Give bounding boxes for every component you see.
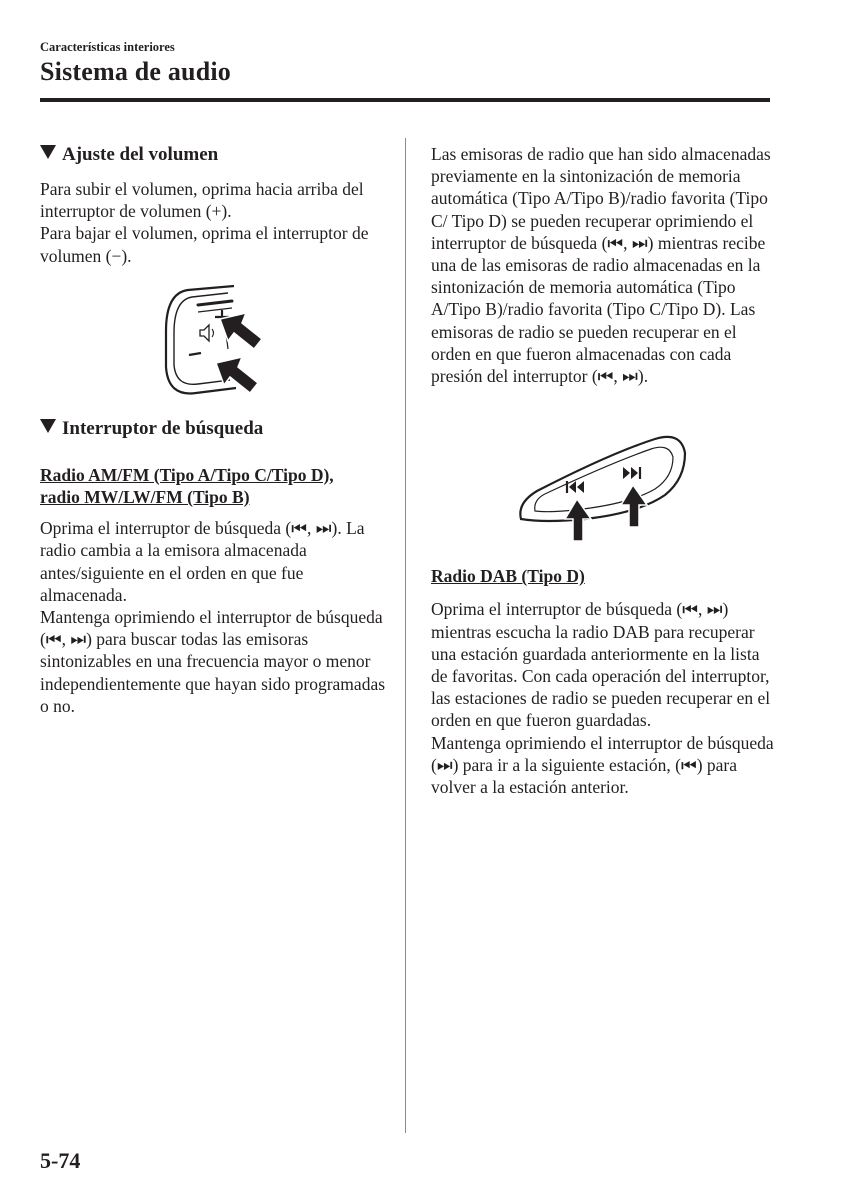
volume-switch-illustration: [162, 283, 292, 401]
stations-paragraph: Las emisoras de radio que han sido almacenadas previamente en la sintonización de memoria automática (Tipo A/Tipo B)/radio favorita (Tipo C/ Tipo D) se pueden recuperar oprimiendo el interruptor de búsqueda (⏮, ⏭) mientras recibe una de las emisoras de radio almacenadas en la sintonización de memoria automática (Tipo A/Tipo B)/radio favorita (Tipo C/Tipo D). Las emisoras de radio se pueden recuperar en el orden en que fueron almacenadas con cada presión del interruptor (⏮, ⏭).: [431, 144, 771, 387]
speaker-icon: [200, 325, 214, 341]
dab-paragraph-1: Oprima el interruptor de búsqueda (⏮, ⏭) mientras escucha la radio DAB para recuperar una estación guardada anteriormente en la lista de favoritas. Con cada operación del interruptor, las estaciones de radio se pueden recuperar en el orden en que fueron guardadas.: [431, 599, 771, 731]
page-title: Sistema de audio: [40, 57, 232, 86]
left-column: [40, 143, 390, 717]
page-number: 5-74: [40, 1148, 81, 1173]
dab-subheading: Radio DAB (Tipo D): [431, 566, 585, 587]
triangle-bullet-icon: [40, 145, 56, 159]
triangle-bullet-icon: [40, 419, 56, 433]
volume-heading-text: Ajuste del volumen: [62, 144, 219, 165]
minus-icon: [189, 353, 201, 355]
column-divider: [405, 138, 406, 1133]
radio-subheading-line2: radio MW/LW/FM (Tipo B): [40, 487, 250, 508]
volume-paragraph-down: Para bajar el volumen, oprima el interruptor de volumen (−).: [40, 223, 369, 266]
seek-forward-icon: [623, 467, 640, 479]
radio-paragraph-1: Oprima el interruptor de búsqueda (⏮, ⏭). La radio cambia a la emisora almacenada antes/siguiente en el orden en que fue almacenada.: [40, 518, 365, 605]
right-column: [431, 143, 776, 798]
press-arrow-icon: [216, 357, 258, 393]
press-arrow-icon: [220, 313, 262, 349]
dab-paragraph-2: Mantenga oprimiendo el interruptor de búsqueda (⏭) para ir a la siguiente estación, (⏮) para volver a la estación anterior.: [431, 732, 774, 798]
search-heading-text: Interruptor de búsqueda: [62, 417, 264, 439]
header-rule: [40, 98, 770, 102]
seek-switch-illustration: [515, 423, 705, 551]
volume-heading: [40, 143, 390, 167]
radio-paragraph-2: Mantenga oprimiendo el interruptor de búsqueda (⏮, ⏭) para buscar todas las emisoras sintonizables en una frecuencia mayor o menor independientemente que hayan sido programadas o no.: [40, 607, 386, 716]
section-label: Características interiores: [40, 40, 175, 54]
volume-paragraph-up: Para subir el volumen, oprima hacia arriba del interruptor de volumen (+).: [40, 179, 364, 222]
radio-subheading-line1: Radio AM/FM (Tipo A/Tipo C/Tipo D),: [40, 464, 334, 485]
search-heading: [40, 417, 390, 441]
